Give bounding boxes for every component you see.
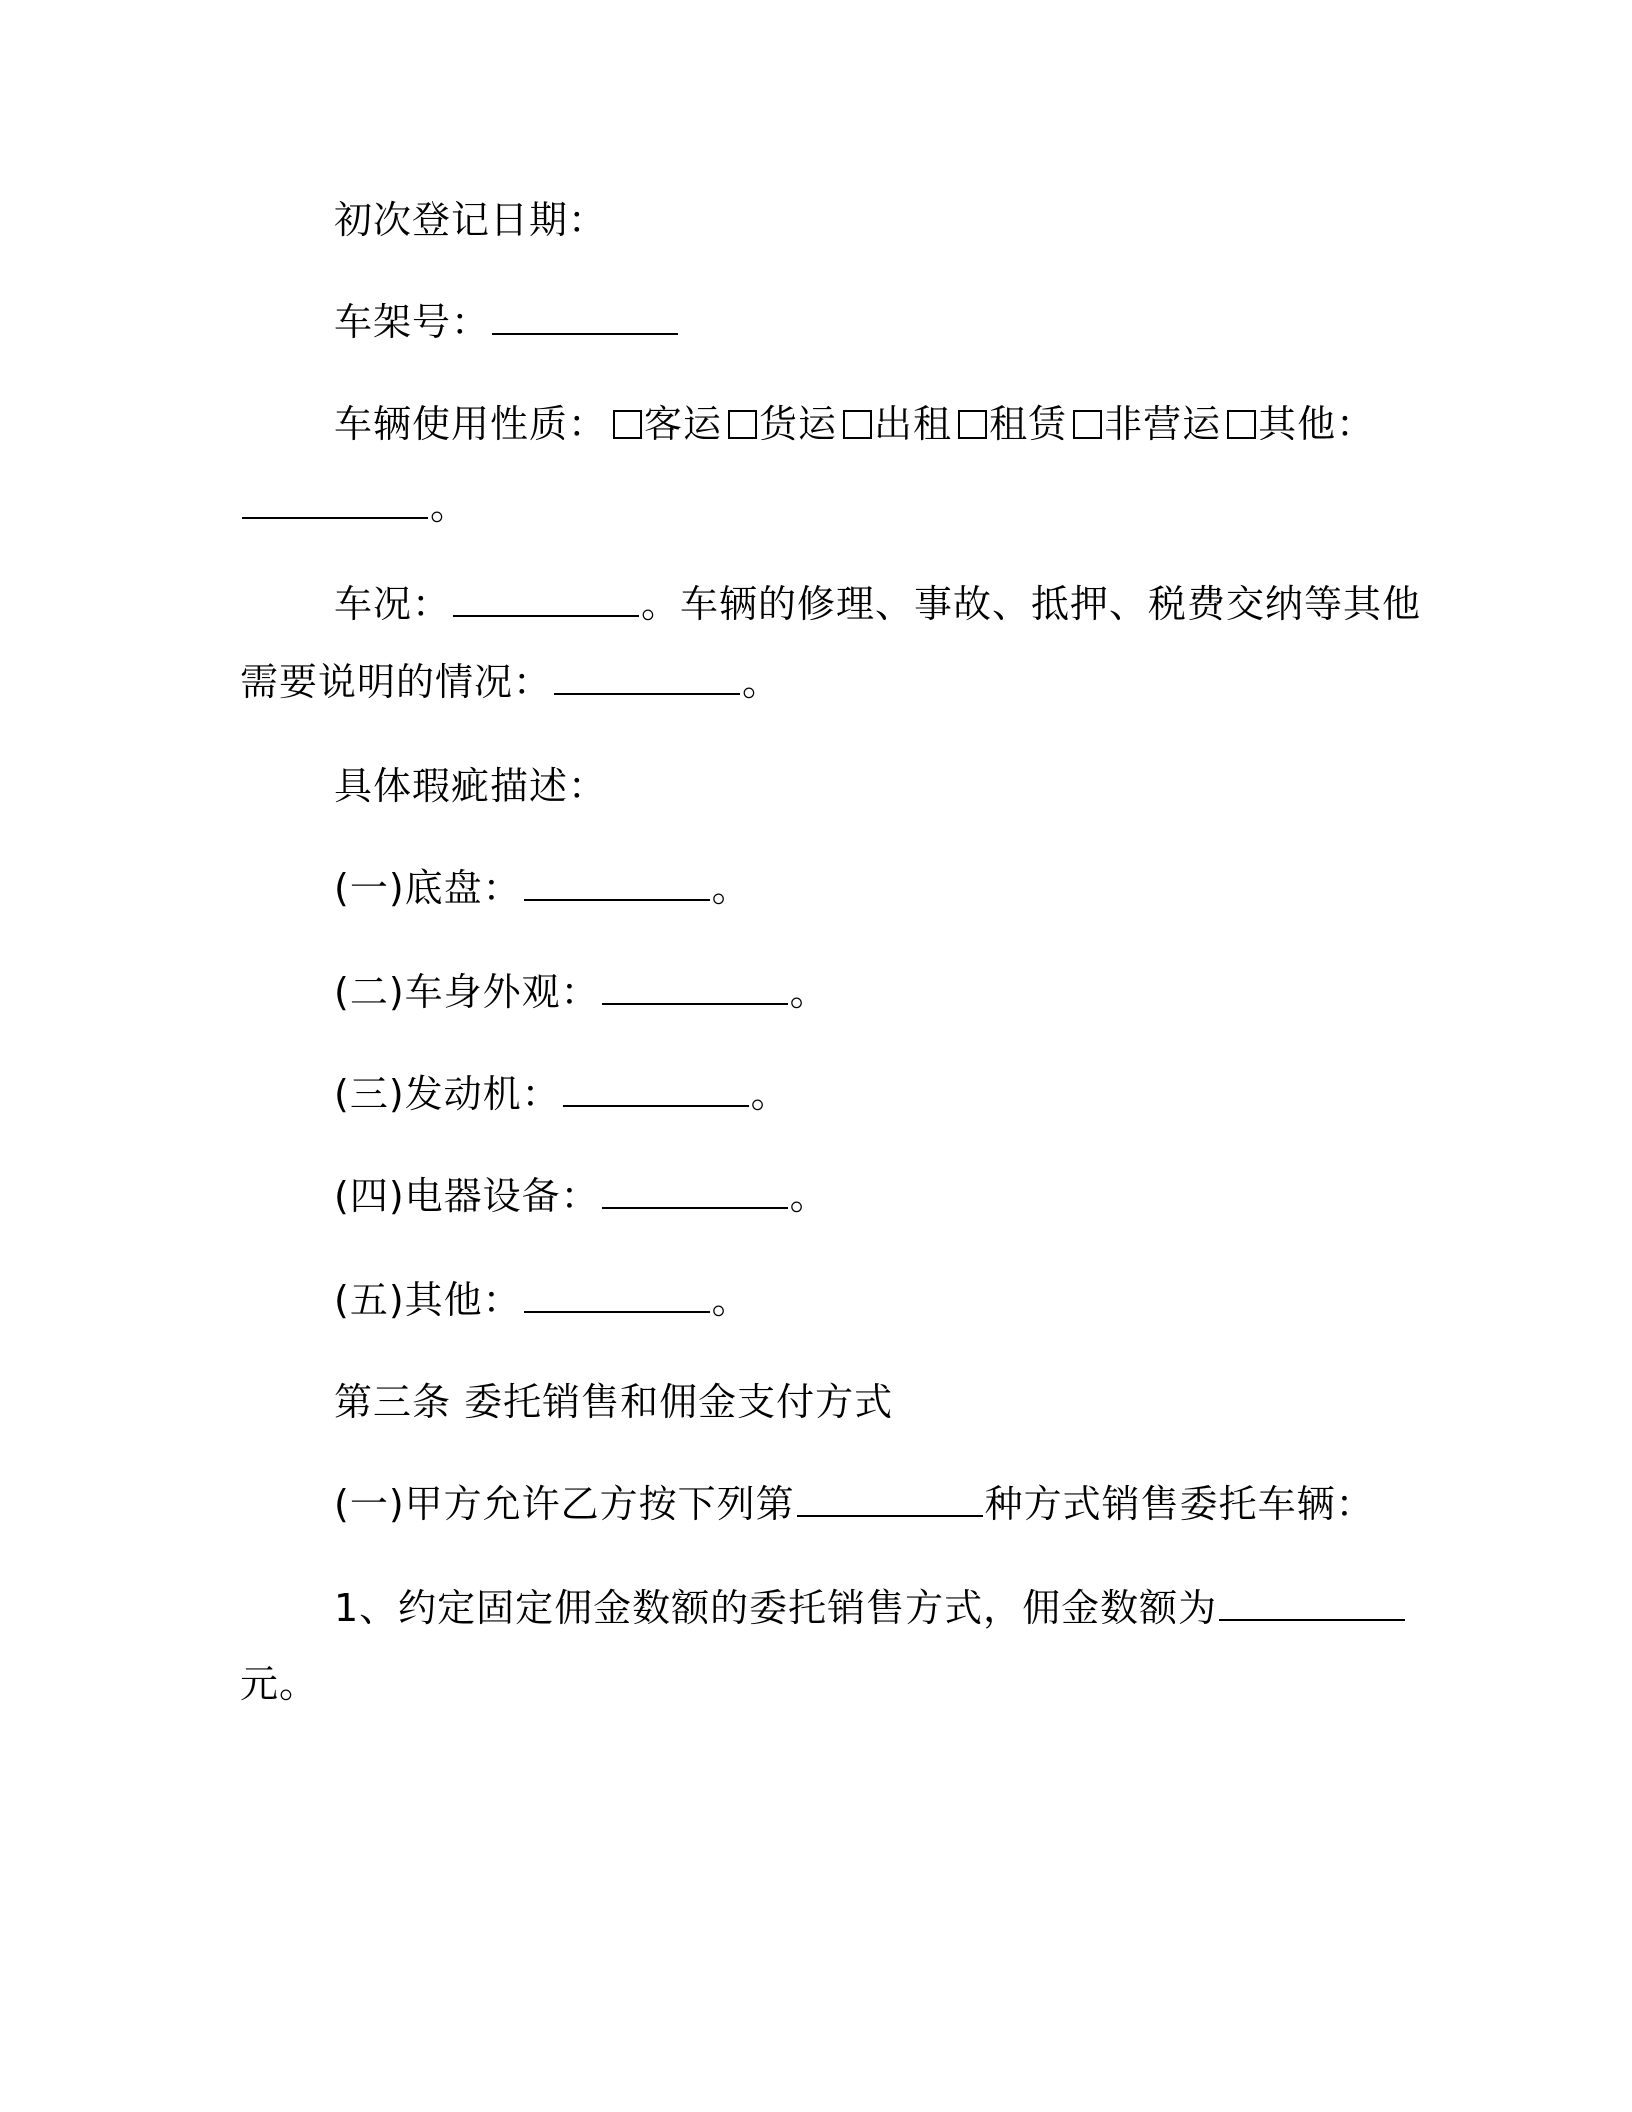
condition-notes-blank[interactable]: [554, 663, 740, 695]
defect-label: (五)其他：: [334, 1278, 522, 1322]
period: 。: [742, 660, 782, 704]
defect-blank[interactable]: [524, 869, 710, 901]
usage-checkbox-other[interactable]: [1227, 410, 1256, 439]
period: 。: [711, 866, 751, 910]
condition-line-2: [240, 656, 1390, 708]
usage-other-blank[interactable]: [242, 487, 428, 519]
usage-other-line: [240, 480, 1390, 532]
condition-text-2: 需要说明的情况：: [240, 660, 553, 704]
usage-option-passenger: 客运: [644, 402, 723, 446]
vin-line: [240, 296, 1484, 348]
article3-item1-line: [240, 1478, 1484, 1530]
vin-blank[interactable]: [492, 303, 678, 335]
usage-checkbox-taxi[interactable]: [843, 410, 872, 439]
defect-heading: 具体瑕疵描述：: [334, 764, 608, 808]
usage-option-taxi: 出租: [874, 402, 953, 446]
usage-option-freight: 货运: [759, 402, 838, 446]
defect-item-engine: [240, 1068, 1484, 1120]
defect-label: (二)车身外观：: [334, 970, 600, 1014]
defect-heading-line: [240, 760, 1484, 812]
defect-label: (三)发动机：: [334, 1072, 561, 1116]
article3-title-line: [240, 1376, 1484, 1428]
usage-line: [240, 398, 1484, 450]
usage-option-lease: 租赁: [989, 402, 1068, 446]
usage-option-other: 其他：: [1258, 402, 1376, 446]
condition-text-1: 。车辆的修理、事故、抵押、税费交纳等其他: [641, 582, 1422, 626]
method1-line-2: [240, 1658, 1390, 1710]
defect-label: (四)电器设备：: [334, 1174, 600, 1218]
period: 。: [750, 1072, 790, 1116]
defect-blank[interactable]: [524, 1281, 710, 1313]
usage-label: 车辆使用性质：: [334, 402, 608, 446]
usage-option-nonoperating: 非营运: [1104, 402, 1222, 446]
defect-item-electrical: [240, 1170, 1484, 1222]
defect-blank[interactable]: [602, 973, 788, 1005]
usage-checkbox-lease[interactable]: [958, 410, 987, 439]
period: 。: [711, 1278, 751, 1322]
defect-item-chassis: [240, 862, 1484, 914]
defect-blank[interactable]: [563, 1075, 749, 1107]
condition-line: [240, 578, 1484, 630]
article3-title: 第三条 委托销售和佣金支付方式: [334, 1380, 894, 1424]
period: 。: [430, 484, 470, 528]
defect-item-other: [240, 1274, 1484, 1326]
vin-label: 车架号：: [334, 300, 491, 344]
period: 。: [789, 1174, 829, 1218]
method1-suffix: 元。: [240, 1662, 319, 1706]
method-number-blank[interactable]: [797, 1485, 983, 1517]
usage-checkbox-passenger[interactable]: [613, 410, 642, 439]
defect-item-body: [240, 966, 1484, 1018]
period: 。: [789, 970, 829, 1014]
defect-blank[interactable]: [602, 1177, 788, 1209]
condition-label: 车况：: [334, 582, 452, 626]
defect-label: (一)底盘：: [334, 866, 522, 910]
registration-date-line: [240, 194, 1484, 246]
method1-label: 1、约定固定佣金数额的委托销售方式，佣金数额为: [334, 1586, 1218, 1630]
registration-date-label: 初次登记日期：: [334, 198, 608, 242]
commission-amount-blank[interactable]: [1219, 1589, 1405, 1621]
method1-line: [240, 1582, 1484, 1634]
article3-item1-suffix: 种方式销售委托车辆：: [984, 1482, 1375, 1526]
usage-checkbox-nonoperating[interactable]: [1073, 410, 1102, 439]
usage-checkbox-freight[interactable]: [728, 410, 757, 439]
condition-blank[interactable]: [453, 585, 639, 617]
article3-item1-label: (一)甲方允许乙方按下列第: [334, 1482, 795, 1526]
